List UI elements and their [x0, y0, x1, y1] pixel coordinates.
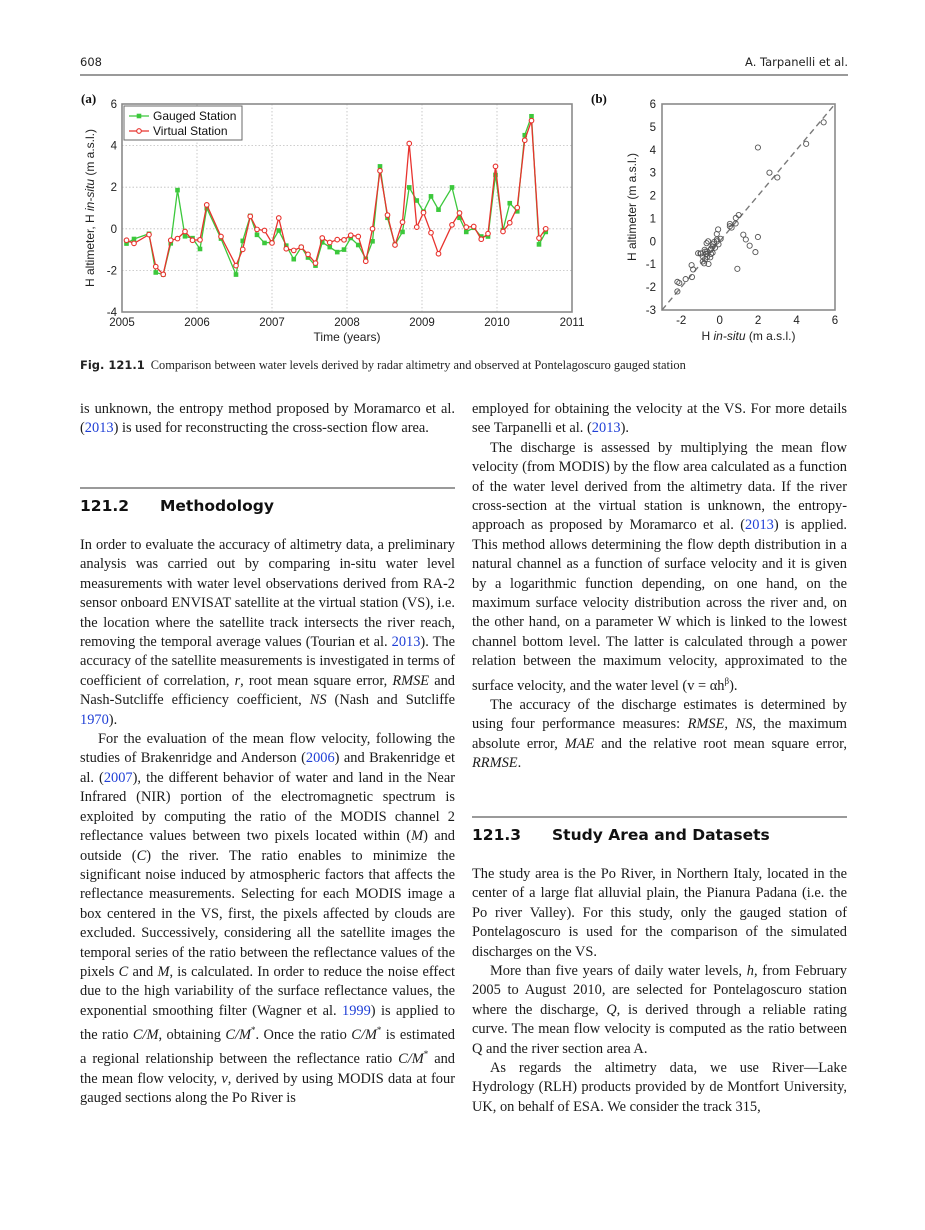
citation-link[interactable]: 2013 — [745, 517, 774, 534]
x-tick-label: -2 — [676, 315, 687, 327]
italic-term: h — [746, 963, 754, 980]
section-number: 121.3 — [472, 826, 522, 844]
paragraph: employed for obtaining the velocity at the VS. For more details see Tarpanelli et al. (2013). — [472, 401, 847, 437]
y-tick-label: -4 — [106, 307, 117, 319]
data-point-virtual — [414, 225, 419, 230]
x-tick-label: 2010 — [484, 317, 510, 329]
data-point-virtual — [161, 272, 166, 277]
superscript: β — [724, 675, 730, 686]
data-point-virtual — [457, 211, 462, 216]
data-point-virtual — [543, 227, 548, 232]
data-point-virtual — [537, 236, 542, 241]
italic-term: C/M — [132, 1026, 159, 1043]
y-tick-label: 2 — [649, 190, 656, 203]
data-point-gauged — [407, 185, 412, 190]
citation-link[interactable]: 2007 — [103, 769, 133, 786]
y-tick-label: 4 — [649, 144, 656, 157]
citation-link[interactable]: 2006 — [305, 750, 335, 767]
citation-link[interactable]: 2013 — [591, 420, 621, 437]
data-point-virtual — [219, 234, 224, 239]
x-tick-label: 2006 — [184, 317, 210, 329]
italic-term: C/M — [225, 1026, 251, 1043]
legend-label: Virtual Station — [153, 124, 228, 138]
section-rule — [472, 816, 847, 818]
italic-term: NS — [309, 692, 327, 709]
data-point-virtual — [204, 203, 209, 208]
data-point-virtual — [471, 224, 476, 229]
x-tick-label: 2005 — [109, 317, 135, 329]
x-tick-label: 0 — [716, 315, 723, 327]
data-point-gauged — [153, 270, 158, 275]
italic-term: RRMSE — [472, 755, 518, 772]
section-rule — [80, 487, 455, 489]
data-point-virtual — [198, 238, 203, 243]
paragraph: The discharge is assessed by multiplying the mean flow velocity (from MODIS) by the flow area calculated as a function of the water level derived from the altimetry data. If the river cross-section at the virtual station is unknown, the entropy-approach as proposed by Moramarco et al. (2013) is applied. This method allows determining the flow depth distribution in a natural channel as a function of surface velocity and it is given by a logarithmic function depending, on one hand, on the maximum surface velocity distribution across the river and, on the other hand, on a parameter W which is linked to the lowest channel bottom level. The latter is calculated through a power relation between the maximum velocity, approximated to the surface velocity, and the water level $(v = \alpha h^\beta)$. — [472, 439, 847, 694]
x-tick-label: 2011 — [559, 317, 585, 329]
data-point-virtual — [320, 236, 325, 241]
data-point-virtual — [190, 238, 195, 243]
y-tick-label: 3 — [649, 167, 656, 180]
data-point-virtual — [385, 213, 390, 218]
paragraph: The study area is the Po River, in Northern Italy, located in the center of a large flat alluvial plain, the Pianura Padana (i.e. the Po river Valley). For this study, only the gauged station of Pontelagoscuro is used for the comparison of the simulated discharges on the VS. — [472, 866, 847, 960]
data-point-gauged — [429, 194, 434, 199]
section-title: Study Area and Datasets — [552, 826, 770, 844]
y-tick-label: 2 — [110, 182, 117, 195]
data-point-virtual — [240, 247, 245, 252]
right-column-top — [472, 400, 847, 774]
running-head — [80, 55, 848, 73]
data-point-gauged — [400, 230, 405, 235]
italic-term: r — [234, 672, 241, 689]
data-point-virtual — [515, 205, 520, 210]
section-title: Methodology — [160, 497, 274, 515]
data-point-virtual — [132, 241, 137, 246]
figure-label: Fig. 121.1 — [80, 358, 145, 372]
paragraph: As regards the altimetry data, we use River—Lake Hydrology (RLH) products provided by de Montfort University, UK, on behalf of ESA. We consider the track 315, — [472, 1060, 847, 1115]
y-axis-label: H altimeter (m a.s.l.) — [625, 152, 639, 262]
scatter-point — [755, 234, 760, 239]
italic-term: v — [221, 1070, 228, 1087]
x-axis-label: H in-situ (m a.s.l.) — [701, 329, 796, 343]
data-point-gauged — [450, 185, 455, 190]
data-point-virtual — [348, 233, 353, 238]
section-number: 121.2 — [80, 497, 130, 515]
superscript: * — [423, 1049, 429, 1060]
italic-term: NS — [735, 716, 753, 733]
panel-label: (a) — [81, 91, 97, 106]
data-point-virtual — [370, 227, 375, 232]
data-point-virtual — [276, 216, 281, 221]
y-tick-label: 1 — [649, 213, 656, 226]
y-tick-label: 6 — [110, 99, 117, 111]
data-point-virtual — [335, 237, 340, 242]
data-point-gauged — [537, 242, 542, 247]
scatter-point — [735, 266, 740, 271]
scatter-point — [775, 175, 780, 180]
data-point-virtual — [356, 234, 361, 239]
data-point-virtual — [400, 220, 405, 225]
paragraph: In order to evaluate the accuracy of altimetry data, a preliminary analysis was carried out by comparing in-situ water level measurements with water level observations derived from RA-2 sensor onboard ENVISAT satellite at the virtual station (VS), i.e. the location where the satellite track intersects the river reach, removing the temporal average values (Tourian et al. 2013). The accuracy of the satellite measurements is investigated in terms of coefficient of correlation, r, root mean square error, RMSE and Nash-Sutcliffe efficiency coefficient, NS (Nash and Sutcliffe 1970). — [80, 537, 455, 728]
data-point-virtual — [378, 168, 383, 173]
italic-term: C — [118, 963, 129, 980]
figure-caption — [80, 358, 850, 373]
header-rule — [80, 74, 848, 76]
data-point-virtual — [486, 231, 491, 236]
y-tick-label: 5 — [649, 121, 656, 134]
data-point-virtual — [153, 264, 158, 269]
data-point-gauged — [291, 257, 296, 262]
y-tick-label: 0 — [110, 223, 117, 236]
citation-link[interactable]: 2013 — [391, 634, 421, 651]
x-axis-label: Time (years) — [313, 330, 381, 344]
data-point-virtual — [284, 246, 289, 251]
italic-term: Q — [606, 1001, 617, 1018]
x-tick-label: 2009 — [409, 317, 435, 329]
data-point-gauged — [198, 247, 203, 252]
data-point-virtual — [270, 241, 275, 246]
x-tick-label: 4 — [793, 315, 800, 327]
superscript: * — [250, 1025, 256, 1036]
y-tick-label: -3 — [645, 305, 656, 317]
paragraph: For the evaluation of the mean flow velocity, following the studies of Brakenridge and Anderson (2006) and Brakenridge et al. (2007), the different behavior of water and land in the Near Infrared (NIR) portion of the electromagnetic spectrum is exploited by computing the ratio of the MODIS channel 2 reflectance values between two pixels located within (M) and outside (C) the river. The ratio enables to minimize the significant noise induced by atmospheric factors that affects the reflectance measurements. Selecting for each MODIS image a box centered in the VS, first, the pixels affected by clouds are excluded. Successively, considering all the satellite images the temporal series of the ratio between the reflectance values of the pixels C and M, is calculated. In order to reduce the noise effect due to the high variability of the surface reflectance values, the exponential smoothing filter (Wagner et al. 1999) is applied to the ratio C/M, obtaining C/M*. Once the ratio C/M* is estimated a regional relationship between the reflectance ratio C/M* and the mean flow velocity, v, derived by using MODIS data at four gauged sections along the Po River is — [80, 731, 456, 1106]
y-tick-label: 6 — [649, 99, 656, 111]
data-point-gauged — [335, 250, 340, 255]
data-point-virtual — [183, 229, 188, 234]
citation-link[interactable]: 1999 — [342, 1002, 371, 1019]
data-point-virtual — [175, 236, 180, 241]
data-point-gauged — [255, 233, 260, 238]
italic-term: C/M — [351, 1026, 377, 1043]
data-point-virtual — [313, 261, 318, 266]
italic-term: MAE — [564, 735, 595, 752]
y-tick-label: -2 — [106, 265, 117, 278]
y-tick-label: -1 — [645, 259, 656, 272]
scatter-point — [753, 249, 758, 254]
x-tick-label: 2008 — [334, 317, 360, 329]
left-column-top — [80, 400, 455, 439]
data-point-virtual — [429, 230, 434, 235]
running-head-authors: A. Tarpanelli et al. — [745, 55, 848, 69]
data-point-virtual — [234, 263, 239, 268]
x-tick-label: 2007 — [259, 317, 285, 329]
y-tick-label: 0 — [649, 236, 656, 249]
italic-term: RMSE — [687, 716, 725, 733]
paragraph: More than five years of daily water levels, h, from February 2005 to August 2010, are selected for Pontelagoscuro station where the discharge, Q, is derived through a reliable rating curve. The mean flow velocity is computed as the ratio between Q and the river section area A. — [472, 963, 847, 1057]
panel-label: (b) — [591, 91, 607, 106]
data-point-gauged — [342, 247, 347, 252]
section-heading-methodology — [80, 487, 455, 515]
scatter-point — [821, 120, 826, 125]
data-point-virtual — [522, 138, 527, 143]
data-point-virtual — [421, 210, 426, 215]
italic-term: C — [136, 847, 147, 864]
left-column-body — [80, 536, 455, 1108]
data-point-virtual — [248, 214, 253, 219]
data-point-virtual — [291, 248, 296, 253]
data-point-virtual — [327, 240, 332, 245]
scatter-point — [714, 231, 719, 236]
data-point-gauged — [436, 207, 441, 212]
legend-label: Gauged Station — [153, 109, 237, 123]
data-point-virtual — [407, 141, 412, 146]
data-point-virtual — [529, 118, 534, 123]
italic-term: M — [157, 963, 170, 980]
data-point-virtual — [393, 243, 398, 248]
right-column-body — [472, 865, 847, 1117]
superscript: * — [376, 1025, 382, 1036]
data-point-virtual — [299, 245, 304, 250]
scatter-point — [755, 145, 760, 150]
data-point-gauged — [276, 228, 281, 233]
data-point-gauged — [464, 230, 469, 235]
scatter-point — [736, 212, 741, 217]
scatter-point — [733, 215, 738, 220]
scatter-point — [743, 237, 748, 242]
figure-caption-text: Comparison between water levels derived by radar altimetry and observed at Pontelagoscuro gauged station — [150, 358, 686, 372]
y-axis-label: H altimeter, H in-situ (m a.s.l.) — [83, 128, 97, 288]
data-point-virtual — [342, 238, 347, 243]
data-point-virtual — [464, 225, 469, 230]
citation-link[interactable]: 2013 — [84, 420, 114, 437]
data-point-virtual — [306, 252, 311, 257]
citation-link[interactable]: 1970 — [80, 711, 109, 728]
y-tick-label: 4 — [110, 140, 117, 153]
data-point-virtual — [507, 220, 512, 225]
data-point-virtual — [493, 164, 498, 169]
paragraph: The accuracy of the discharge estimates is determined by using four performance measures: RMSE, NS, the maximum absolute error, MAE and the relative root mean square error, RRMSE. — [472, 696, 848, 772]
section-heading-study-area — [472, 816, 847, 844]
chart-b-scatter — [585, 88, 855, 350]
x-tick-label: 6 — [831, 315, 839, 327]
data-point-virtual — [255, 227, 260, 232]
figure-121-1 — [75, 88, 855, 350]
data-point-virtual — [436, 251, 441, 256]
data-point-virtual — [479, 237, 484, 242]
legend-marker-gauged — [137, 114, 142, 119]
scatter-point — [767, 170, 772, 175]
legend-marker-virtual — [137, 129, 142, 134]
data-point-gauged — [507, 201, 512, 206]
scatter-point — [741, 232, 746, 237]
paragraph: is unknown, the entropy method proposed by Moramarco et al. (2013) is used for reconstructing the cross-section flow area. — [80, 401, 455, 437]
x-tick-label: 2 — [754, 315, 762, 327]
data-point-gauged — [234, 272, 239, 277]
data-point-gauged — [262, 241, 267, 246]
italic-term: C/M — [398, 1051, 424, 1068]
data-point-virtual — [450, 223, 455, 228]
chart-a-time-series — [75, 88, 585, 350]
scatter-point — [747, 243, 752, 248]
data-point-gauged — [183, 234, 188, 239]
data-point-virtual — [501, 229, 506, 234]
data-point-virtual — [124, 238, 129, 243]
data-point-virtual — [168, 238, 173, 243]
data-point-virtual — [262, 228, 267, 233]
data-point-gauged — [327, 245, 332, 250]
data-point-gauged — [175, 188, 180, 193]
data-point-virtual — [363, 259, 368, 264]
italic-term: RMSE — [392, 672, 430, 689]
italic-term: M — [411, 828, 424, 845]
scatter-point — [804, 141, 809, 146]
y-tick-label: -2 — [645, 282, 656, 295]
page-number: 608 — [80, 55, 102, 69]
legend — [124, 106, 242, 140]
data-point-virtual — [147, 232, 152, 237]
